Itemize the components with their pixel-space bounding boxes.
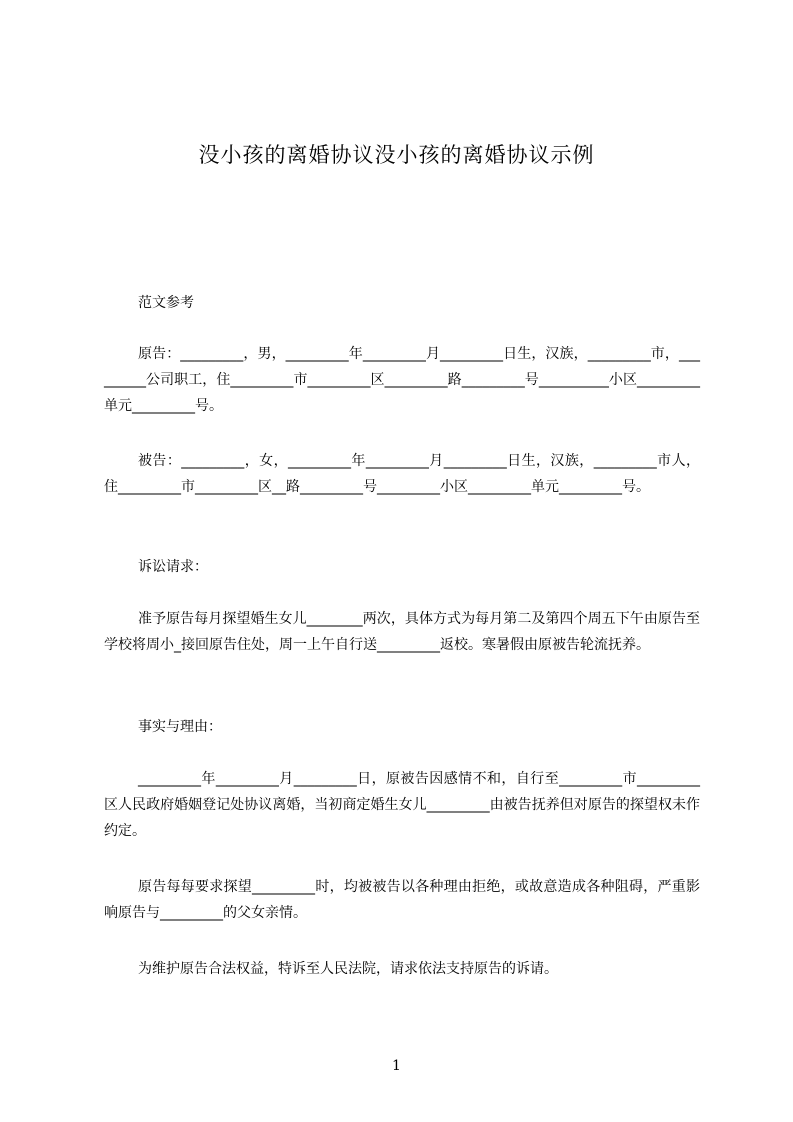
claims-paragraph: 准予原告每月探望婚生女儿________两次，具体方式为每月第二及第四个周五下午由原告至学校将周小_接回原告住处，周一上午自行送_________返校。寒暑假由原被告轮流抚养。 [104, 611, 700, 653]
defendant-info-paragraph: 被告：_________，女，_________年_________月_________日生，汉族，_________市人，住_________市_________区__路_________号_________小区_________单元_________号。 [104, 453, 700, 495]
page-title: 没小孩的离婚协议没小孩的离婚协议示例 [198, 143, 595, 167]
reference-label: 范文参考 [138, 295, 194, 311]
page-number: 1 [392, 1058, 401, 1074]
claims-heading: 诉讼请求： [138, 559, 208, 575]
request-paragraph: 为维护原告合法权益，特诉至人民法院，请求依法支持原告的诉请。 [138, 961, 558, 977]
facts-heading: 事实与理由： [138, 719, 222, 735]
facts-paragraph: _________年_________月_________日，原被告因感情不和，自行至_________市_________区人民政府婚姻登记处协议离婚，当初商定婚生女儿_________由被告抚养但对原告的探望权未作约定。 [104, 771, 700, 839]
plaintiff-info-paragraph: 原告：_________，男，_________年_________月_________日生，汉族，_________市，_________公司职工，住_________市_________区_________路_________号__________小区_________单元_________号。 [104, 346, 700, 414]
obstruction-paragraph: 原告每每要求探望_________时，均被被告以各种理由拒绝，或故意造成各种阻碍，严重影响原告与_________的父女亲情。 [104, 879, 700, 921]
